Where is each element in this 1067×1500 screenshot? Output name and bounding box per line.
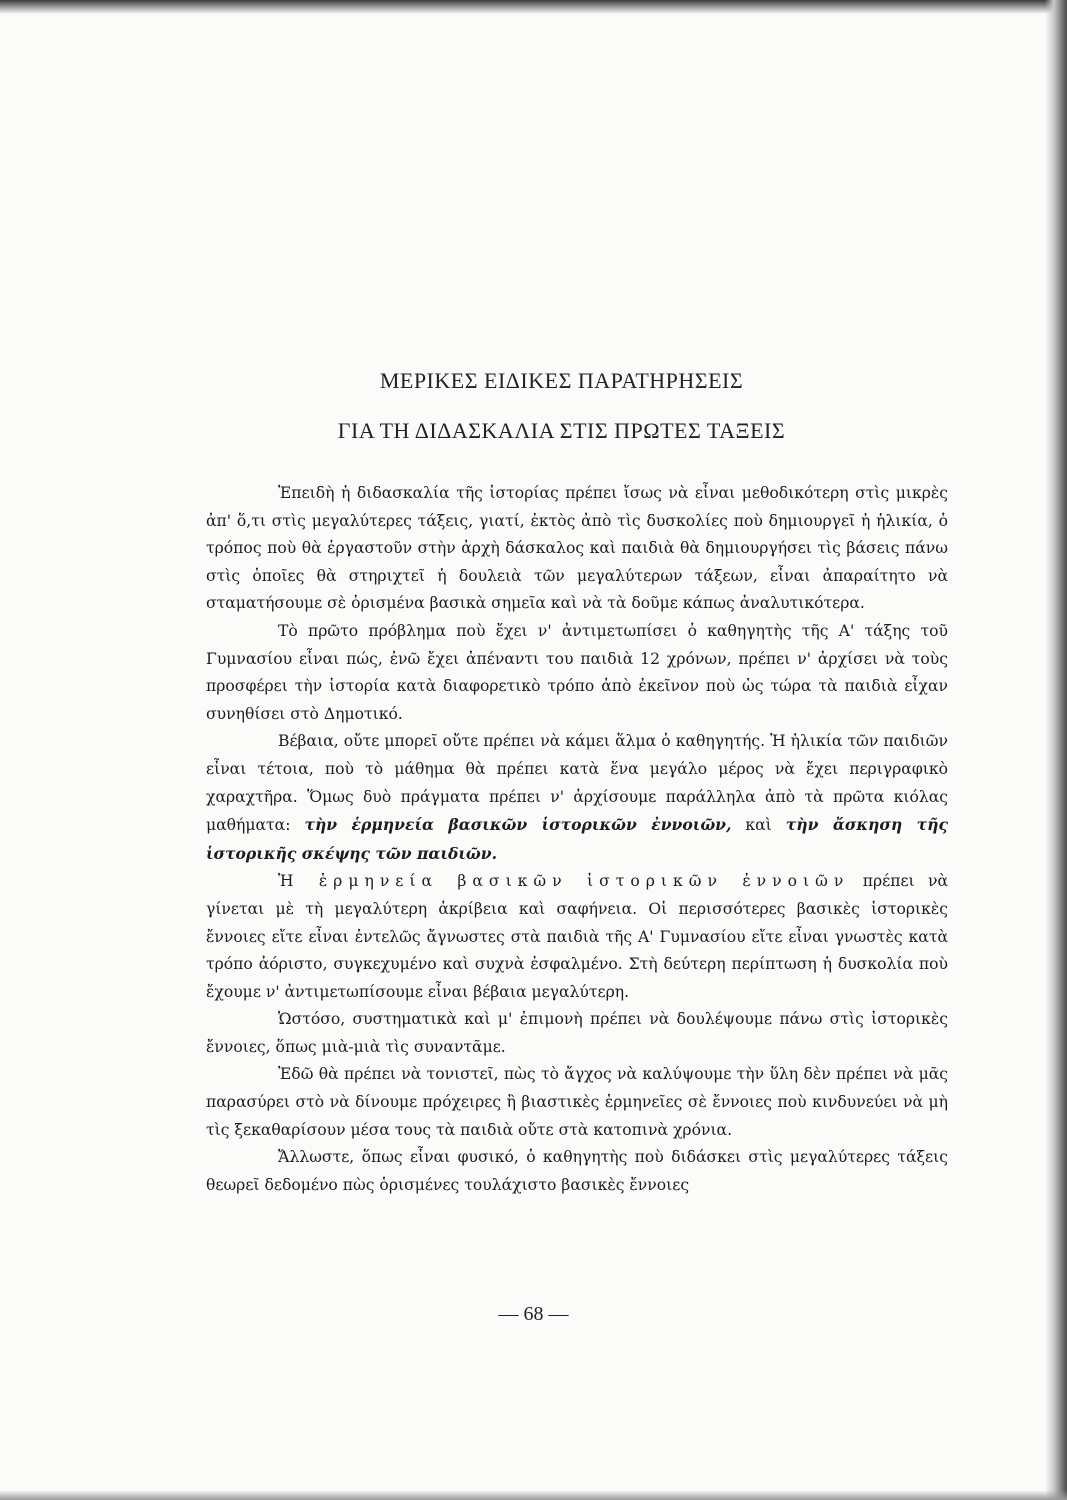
paragraph-4-text: πρέπει νὰ γίνεται μὲ τὴ μεγαλύτερη ἀκρίβεια καὶ σαφήνεια. Οἱ περισσότερες βασικὲς ἱστορικὲς ἔννοιες εἴτε εἶναι ἐντελῶς ἄγνωστες στὰ παιδιὰ τῆς Α' Γυμνασίου εἴτε εἶναι γνωστὲς κατὰ τρόπο ἀόριστο, συγκεχυμένο καὶ συχνὰ ἐσφαλμένο. Στὴ δεύτερη περίπτωση ἡ δυσκολία ποὺ ἔχουμε ν' ἀντιμετωπίσουμε εἶναι βέβαια μεγαλύτερη. [206,872,948,1001]
body-text [206,480,948,1199]
emphasis-historical-concepts: τὴν ἑρμηνεία βασικῶν ἱστορικῶν ἐννοιῶν, [304,815,732,835]
paragraph-2: Τὸ πρῶτο πρόβλημα ποὺ ἔχει ν' ἀντιμετωπίσει ὁ καθηγητὴς τῆς Α' τάξης τοῦ Γυμνασίου εἶναι πώς, ἐνῶ ἔχει ἀπέναντι του παιδιὰ 12 χρόνων, πρέπει ν' ἀρχίσει νὰ τοὺς προσφέρει τὴν ἱστορία κατὰ διαφορετικὸ τρόπο ἀπὸ ἐκεῖνον ποὺ ὡς τώρα τὰ παιδιὰ εἶχαν συνηθίσει στὸ Δημοτικό. [206,621,948,723]
paragraph-3 [206,728,948,868]
section-title-line-1: ΜΕΡΙΚΕΣ ΕΙΔΙΚΕΣ ΠΑΡΑΤΗΡΗΣΕΙΣ [379,368,744,393]
paragraph-3-joiner: καὶ [745,816,772,835]
paragraph-7: Ἄλλωστε, ὅπως εἶναι φυσικό, ὁ καθηγητὴς ποὺ διδάσκει στὶς μεγαλύτερες τάξεις θεωρεῖ δεδομένο πὼς ὁρισμένες τουλάχιστο βασικὲς ἔννοιες [206,1148,948,1194]
paragraph-6: Ἐδῶ θὰ πρέπει νὰ τονιστεῖ, πὼς τὸ ἄγχος νὰ καλύψουμε τὴν ὕλη δὲν πρέπει νὰ μᾶς παρασύρει στὸ νὰ δίνουμε πρόχειρες ἢ βιαστικὲς ἑρμηνεῖες σὲ ἔννοιες ποὺ κινδυνεύει νὰ μὴ τὶς ξεκαθαρίσουν μέσα τους τὰ παιδιὰ οὔτε στὰ κατοπινὰ χρόνια. [206,1065,948,1139]
paragraph-1: Ἐπειδὴ ἡ διδασκαλία τῆς ἱστορίας πρέπει ἴσως νὰ εἶναι μεθοδικότερη στὶς μικρὲς ἀπ' ὅ,τι στὶς μεγαλύτερες τάξεις, γιατί, ἐκτὸς ἀπὸ τὶς δυσκολίες ποὺ δημιουργεῖ ἡ ἡλικία, ὁ τρόπος ποὺ θὰ ἐργαστοῦν στὴν ἀρχὴ δάσκαλος καὶ παιδιὰ θὰ δημιουργήσει τὶς βάσεις πάνω στὶς ὁποῖες θὰ στηριχτεῖ ἡ δουλειὰ τῶν μεγαλύτερων τάξεων, εἶναι ἀπαραίτητο νὰ σταματήσουμε σὲ ὁρισμένα βασικὰ σημεῖα καὶ νὰ τὰ δοῦμε κάπως ἀναλυτικότερα. [206,484,948,613]
emphasis-historical-thinking: τὴν ἄσκηση τῆς ἱστορικῆς σκέψης τῶν παιδιῶν. [206,815,948,863]
paragraph-5: Ὡστόσο, συστηματικὰ καὶ μ' ἐπιμονὴ πρέπει νὰ δουλέψουμε πάνω στὶς ἱστορικὲς ἔννοιες, ὅπως μιὰ-μιὰ τὶς συναντᾶμε. [206,1010,948,1056]
page-edge-right [1045,0,1067,1500]
page-edge-top [0,0,1067,14]
paragraph-4-spaced-heading: Ἡ ἑρμηνεία βασικῶν ἱστορικῶν ἐννοιῶν [278,872,850,891]
section-title-line-2: ΓΙΑ ΤΗ ΔΙΔΑΣΚΑΛΙΑ ΣΤΙΣ ΠΡΩΤΕΣ ΤΑΞΕΙΣ [337,418,786,443]
page-number: — 68 — [498,1303,569,1325]
paragraph-4 [206,868,948,1006]
paragraph-3-text: Βέβαια, οὔτε μπορεῖ οὔτε πρέπει νὰ κάμει ἅλμα ὁ καθηγητής. Ἡ ἡλικία τῶν παιδιῶν εἶναι τέτοια, ποὺ τὸ μάθημα θὰ πρέπει κατὰ ἕνα μεγάλο μέρος νὰ ἔχει περιγραφικὸ χαραχτῆρα. Ὅμως δυὸ πράγματα πρέπει ν' ἀρχίσουμε παράλληλα ἀπὸ τὰ πρῶτα κιόλας μαθήματα: [206,732,948,835]
page-edge-bottom [0,1490,1067,1500]
